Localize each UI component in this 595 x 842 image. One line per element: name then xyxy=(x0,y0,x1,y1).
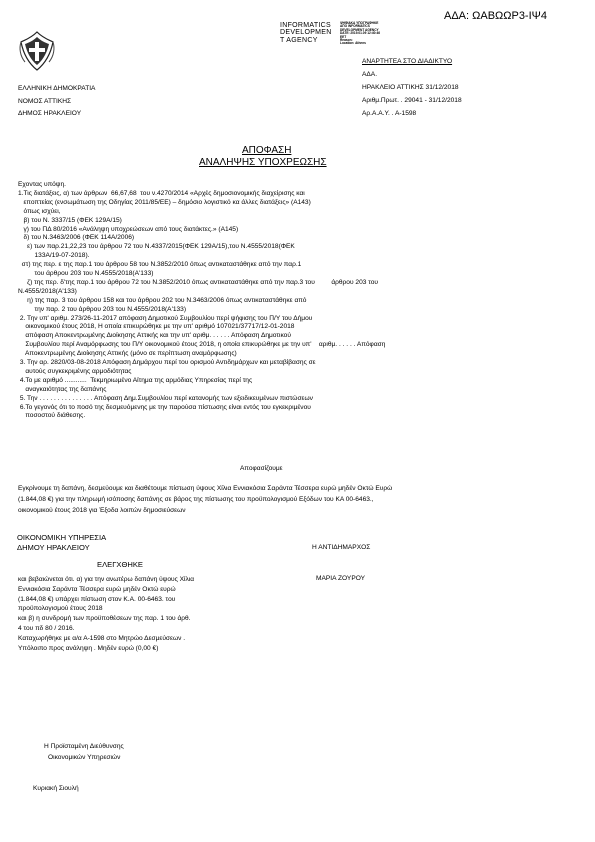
checked-label: ΕΛΕΓΧΘΗΚΕ xyxy=(97,560,143,569)
director-title-line: Οικονομικών Υπηρεσιών xyxy=(48,753,121,761)
consideration-line: απόφαση Αποκεντρωμένης Διοίκησης Αττικής και την υπ' αριθμ. . . . . . Απόφαση Δημοτικού xyxy=(18,332,291,340)
consideration-line: αυτούς συγκεκριμένης αρμοδιότητας xyxy=(18,367,132,375)
agency-line: T AGENCY xyxy=(280,36,318,44)
place-date: ΗΡΑΚΛΕΙΟ ΑΤΤΙΚΗΣ 31/12/2018 xyxy=(362,84,459,91)
authority-line: ΝΟΜΟΣ ΑΤΤΙΚΗΣ xyxy=(18,97,72,105)
consideration-line: Αποκεντρωμένης Διοίκησης Αττικής (μόνο σε περίπτωση αναμόρφωσης) xyxy=(18,350,237,358)
consideration-line: Συμβουλίου περί Αναμόρφωσης του Π/Υ οικονομικού έτους 2018, η οποία επικυρώθηκε με την υπ' αριθμ. . . . . . Απόφαση xyxy=(18,341,386,349)
consideration-line: 3. Την αρ. 2820/03-08-2018 Απόφαση Δημάρχου περί του ορισμού Αντιδημάρχων και μεταβίβασης σε xyxy=(18,359,316,366)
document-reference-block xyxy=(362,55,462,120)
agency-line: DEVELOPMEN xyxy=(280,29,332,37)
consideration-line: ε) των παρ.21,22,23 του άρθρου 72 του Ν.4337/2015(ΦΕΚ 129Α/15),του Ν.4555/2018(ΦΕΚ xyxy=(18,243,295,251)
director-name: Κυριακή Σιουλή xyxy=(33,785,79,792)
agency-name xyxy=(280,22,332,44)
finance-heading-line: ΔΗΜΟΥ ΗΡΑΚΛΕΙΟΥ xyxy=(17,543,90,552)
consideration-line: β) του Ν. 3337/15 (ΦΕΚ 129Α/15) xyxy=(18,216,122,224)
stamp-line: EET xyxy=(340,34,347,39)
deputy-mayor-title: Η ΑΝΤΙΔΗΜΑΡΧΟΣ xyxy=(312,544,371,551)
authority-line: ΔΗΜΟΣ ΗΡΑΚΛΕΙΟΥ xyxy=(18,110,82,117)
issuing-authority xyxy=(18,83,95,121)
finance-line: προϋπολογισμού έτους 2018 xyxy=(18,605,103,613)
stamp-line: DEVELOPMENT AGENCY xyxy=(340,27,379,32)
finance-line: 4 του πδ 80 / 2016. xyxy=(18,624,75,632)
stamp-line: Location: Athens xyxy=(340,41,366,46)
finance-verification-text xyxy=(18,575,194,653)
finance-heading-line: ΟΙΚΟΝΟΜΙΚΗ ΥΠΗΡΕΣΙΑ xyxy=(17,533,107,542)
authority-line: ΕΛΛΗΝΙΚΗ ΔΗΜΟΚΡΑΤΙΑ xyxy=(18,85,96,92)
finance-line: και βεβαιώνεται ότι. α) για την ανωτέρω δαπάνη ύψους Χίλια xyxy=(18,576,195,583)
consideration-line: Εχοντας υπόψη. xyxy=(18,181,67,188)
ada-label: ΑΔΑ. xyxy=(362,71,378,78)
director-title-line: Η Προϊσταμένη Διεύθυνσης xyxy=(44,743,124,750)
ada-code: ΑΔΑ: ΩΑΒΩΩΡ3-ΙΨ4 xyxy=(444,10,547,22)
finance-line: Υπόλοιπο προς ανάληψη . Μηδέν ευρώ (0,00 €) xyxy=(18,644,159,652)
consideration-line: η) της παρ. 3 του άρθρου 158 και του άρθρου 202 του Ν.3463/2006 όπως αντικαταστάθηκε από xyxy=(18,296,307,304)
deputy-mayor-name: ΜΑΡΙΑ ΖΟΥΡΟΥ xyxy=(316,575,366,582)
stamp-line: ΑΠΟ INFORMATICS xyxy=(340,24,370,29)
consideration-line: εποπτείας (ενσωμάτωση της Οδηγίας 2011/85/ΕΕ) – δημόσιο λογιστικό κα άλλες διατάξεις» (Α143) xyxy=(18,198,311,206)
consideration-line: δ) του Ν.3463/2006 (ΦΕΚ 114Α/2006) xyxy=(18,234,135,242)
consideration-line: του άρθρου 203 του Ν.4555/2018(Α'133) xyxy=(18,270,154,277)
consideration-line: ποσοστού διάθεσης. xyxy=(18,412,86,420)
stamp-line: ΨΗΦΙΑΚΑ ΥΠΟΓΡΑΦΗΚΕ xyxy=(340,21,379,25)
publish-online-label: ΑΝΑΡΤΗΤΕΑ ΣΤΟ ΔΙΑΔΙΚΤΥΟ xyxy=(362,58,453,65)
consideration-line: όπως ισχύει, xyxy=(18,207,61,215)
aay-number: Αρ.Α.Α.Υ. . Α-1598 xyxy=(362,110,417,117)
finance-line: (1.844,08 €) υπάρχει πίστωση στον Κ.Α. 00-6463. του xyxy=(18,595,176,603)
consideration-line: 2. Την υπ' αριθμ. 273/26-11-2017 απόφαση Δημοτικού Συμβουλίου περί ψήφισης του Π/Υ του Δήμου xyxy=(18,314,313,322)
consideration-line: γ) του ΠΔ 80/2016 «Ανάληψη υποχρεώσεων από τους διατάκτες.» (Α145) xyxy=(18,225,239,233)
decision-line: Εγκρίνουμε τη δαπάνη, δεσμεύουμε και διαθέτουμε πίστωση ύψους Χίλια Εννιακόσια Σαράντα Τέσσερα ευρώ μηδέν Οκτώ Ευρώ xyxy=(18,485,393,492)
consideration-line: την παρ. 2 του άρθρου 203 του Ν.4555/2018(Α'133) xyxy=(18,305,187,313)
document-subtitle: ΑΝΑΛΗΨΗΣ ΥΠΟΧΡΕΩΣΗΣ xyxy=(199,157,327,168)
digital-signature-stamp xyxy=(340,22,380,46)
decision-line: (1.844,08 €) για την πληρωμή ισόποσης δαπάνης σε βάρος της πίστωσης του προϋπολογισμού Εξόδων του ΚΑ 00-6463., xyxy=(18,496,374,503)
consideration-line: 133Α/19-07-2018). xyxy=(18,252,90,260)
consideration-line: 5. Την . . . . . . . . . . . . . . . Απόφαση Δημ.Συμβουλίου περί κατανομής των εξειδικευμένων πιστώσεων xyxy=(18,394,313,402)
decision-text xyxy=(18,483,392,516)
finance-line: Καταχωρήθηκε με α/α Α-1598 στο Μητρώο Δεσμεύσεων . xyxy=(18,634,186,642)
coat-of-arms-icon xyxy=(17,30,57,72)
stamp-line: DATE: 2019.01.09 12:40:46 xyxy=(340,31,380,36)
document-title: ΑΠΟΦΑΣΗ xyxy=(242,145,292,156)
protocol-number: Αριθμ.Πρωτ. . 29041 - 31/12/2018 xyxy=(362,97,462,104)
consideration-line: αναγκαιότητας της δαπάνης xyxy=(18,385,107,393)
agency-line: INFORMATICS xyxy=(280,22,332,29)
decide-heading: Αποφασίζουμε xyxy=(240,465,283,472)
decision-line: οικονομικού έτους 2018 για Έξοδα λοιπών δημοσιεύσεων xyxy=(18,507,186,514)
finance-line: Εννιακόσια Σαράντα Τέσσερα ευρώ μηδέν Οκτώ ευρώ xyxy=(18,585,176,593)
director-title xyxy=(44,742,124,763)
consideration-line: οικονομικού έτους 2018, Η οποία επικυρώθηκε με την υπ' αριθμό 107021/37717/12-01-2018 xyxy=(18,323,295,331)
consideration-line: 4.Το με αριθμό ............ Τεκμηριωμένο Αίτημα της αρμόδιας Υπηρεσίας περί της xyxy=(18,376,253,384)
consideration-line: στ) της περ. ε της παρ.1 του άρθρου 58 του Ν.3852/2010 όπως αντικαταστάθηκε από την παρ.1 xyxy=(18,261,302,269)
consideration-line: ζ) της περ. δ'της παρ.1 του άρθρου 72 του Ν.3852/2010 όπως αντικαταστάθηκε από την παρ.3 του άρθρου 203 του xyxy=(18,278,379,286)
consideration-line: 1.Τις διατάξεις, α) των άρθρων 66,67,68 του ν.4270/2014 «Αρχές δημοσιονομικής διαχείρισης και xyxy=(18,189,305,197)
finance-heading xyxy=(17,533,106,553)
stamp-line: Reason: xyxy=(340,38,353,43)
consideration-line: Ν.4555/2018(Α'133) xyxy=(18,287,77,295)
finance-line: και β) η συνδρομή των προϋποθέσεων της παρ. 1 του άρθ. xyxy=(18,615,191,623)
consideration-line: 6.Το γεγονός ότι το ποσό της δεσμευόμενης με την παρούσα πίστωσης είναι εντός του εγκεκριμένου xyxy=(18,403,311,411)
